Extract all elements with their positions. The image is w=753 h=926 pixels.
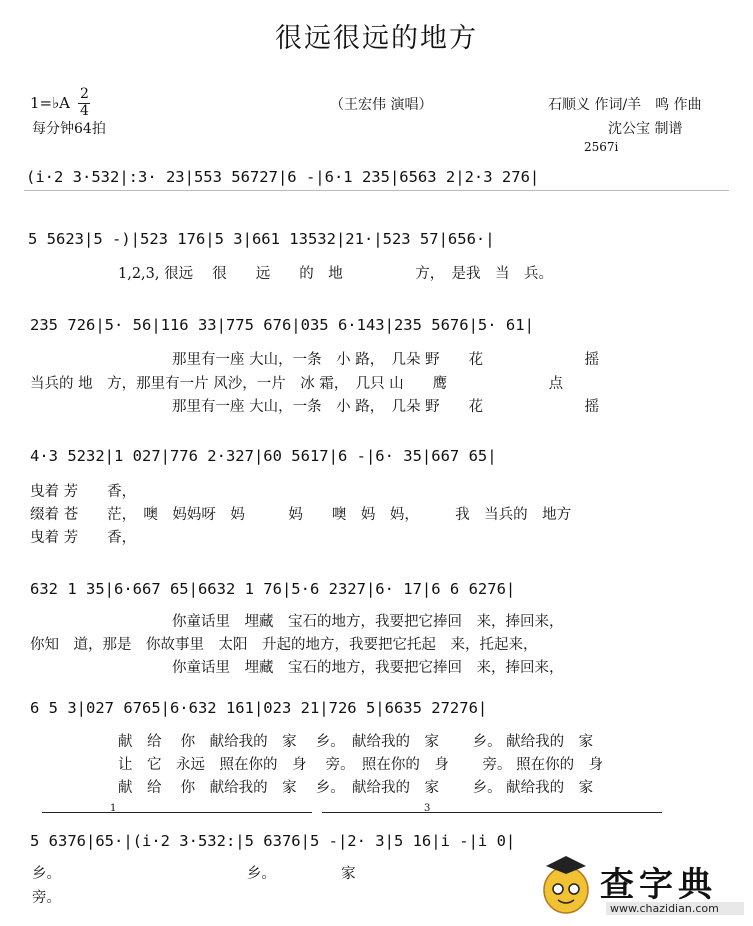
second-ending-bracket	[322, 812, 662, 813]
lyric-line: 你童话里 埋藏 宝石的地方，我要把它捧回 来，捧回来，	[172, 614, 564, 630]
score-line-1: (i·2 3·532|:3· 23|553 56727|6 -|6·1 235|6563 2|2·3 276|	[26, 168, 540, 186]
lyric-line: 旁。	[32, 890, 61, 906]
singer-credit: （王宏伟 演唱）	[330, 97, 433, 113]
time-signature-bottom: 4	[80, 103, 89, 119]
author-credit: 石顺义 作词/羊 鸣 作曲	[548, 97, 702, 113]
score-line-2: 5 5623|5 -)|523 176|5 3|661 13532|21·|523 57|656·|	[28, 230, 495, 248]
watermark-url: www.chazidian.com	[610, 902, 719, 915]
lyric-line: 缀着 苍 茫， 噢 妈妈呀 妈 妈 噢 妈 妈， 我 当兵的 地方	[30, 507, 572, 523]
second-ending-number: 3	[424, 803, 431, 814]
lyric-line: 那里有一座 大山，一条 小 路， 几朵 野 花 摇	[172, 352, 600, 368]
lyric-line: 乡。 乡。 家	[32, 866, 356, 882]
key-signature: 1=♭A	[30, 94, 71, 112]
lyric-line: 曳着 芳 香，	[30, 484, 137, 500]
time-signature-top: 2	[80, 86, 89, 102]
score-line-6: 6 5 3|027 6765|6·632 161|023 21|726 5|6635 27276|	[30, 699, 488, 717]
tempo-marking: 每分钟64拍	[32, 121, 106, 137]
grace-note-annotation: 2567i	[584, 140, 619, 154]
arranger-credit: 沈公宝 制谱	[608, 121, 683, 137]
song-title: 很远很远的地方	[275, 23, 478, 54]
first-ending-number: 1	[110, 803, 117, 814]
score-line-4: 4·3 5232|1 027|776 2·327|60 5617|6 -|6· 35|667 65|	[30, 447, 497, 465]
score-line-7: 5 6376|65·|(i·2 3·532:|5 6376|5 -|2· 3|5 16|i -|i 0|	[30, 832, 516, 850]
score-line-3: 235 726|5· 56|116 33|775 676|035 6·143|235 5676|5· 61|	[30, 316, 534, 334]
lyric-line: 献 给 你 献给我的 家 乡。 献给我的 家 乡。 献给我的 家	[118, 734, 594, 750]
glasses-right-icon	[569, 884, 579, 894]
glasses-left-icon	[553, 884, 563, 894]
lyric-line: 1,2,3, 很远 很 远 的 地 方， 是我 当 兵。	[118, 266, 553, 282]
lyric-line: 让 它 永远 照在你的 身 旁。 照在你的 身 旁。 照在你的 身	[118, 757, 604, 773]
watermark-name: 查字典	[600, 865, 717, 905]
lyric-line: 你童话里 埋藏 宝石的地方，我要把它捧回 来，捧回来，	[172, 660, 564, 676]
first-ending-bracket	[42, 812, 312, 813]
lyric-line: 你知 道，那是 你故事里 太阳 升起的地方，我要把它托起 来，托起来，	[30, 637, 538, 653]
score-line-5: 632 1 35|6·667 65|6632 1 76|5·6 2327|6· 17|6 6 6276|	[30, 580, 516, 598]
lyric-line: 献 给 你 献给我的 家 乡。 献给我的 家 乡。 献给我的 家	[118, 780, 594, 796]
score-underline	[24, 190, 729, 191]
lyric-line: 曳着 芳 香，	[30, 530, 137, 546]
lyric-line: 那里有一座 大山，一条 小 路， 几朵 野 花 摇	[172, 399, 600, 415]
lyric-line: 当兵的 地 方，那里有一片 风沙，一片 冰 霜， 几只 山 鹰 点	[30, 376, 564, 392]
